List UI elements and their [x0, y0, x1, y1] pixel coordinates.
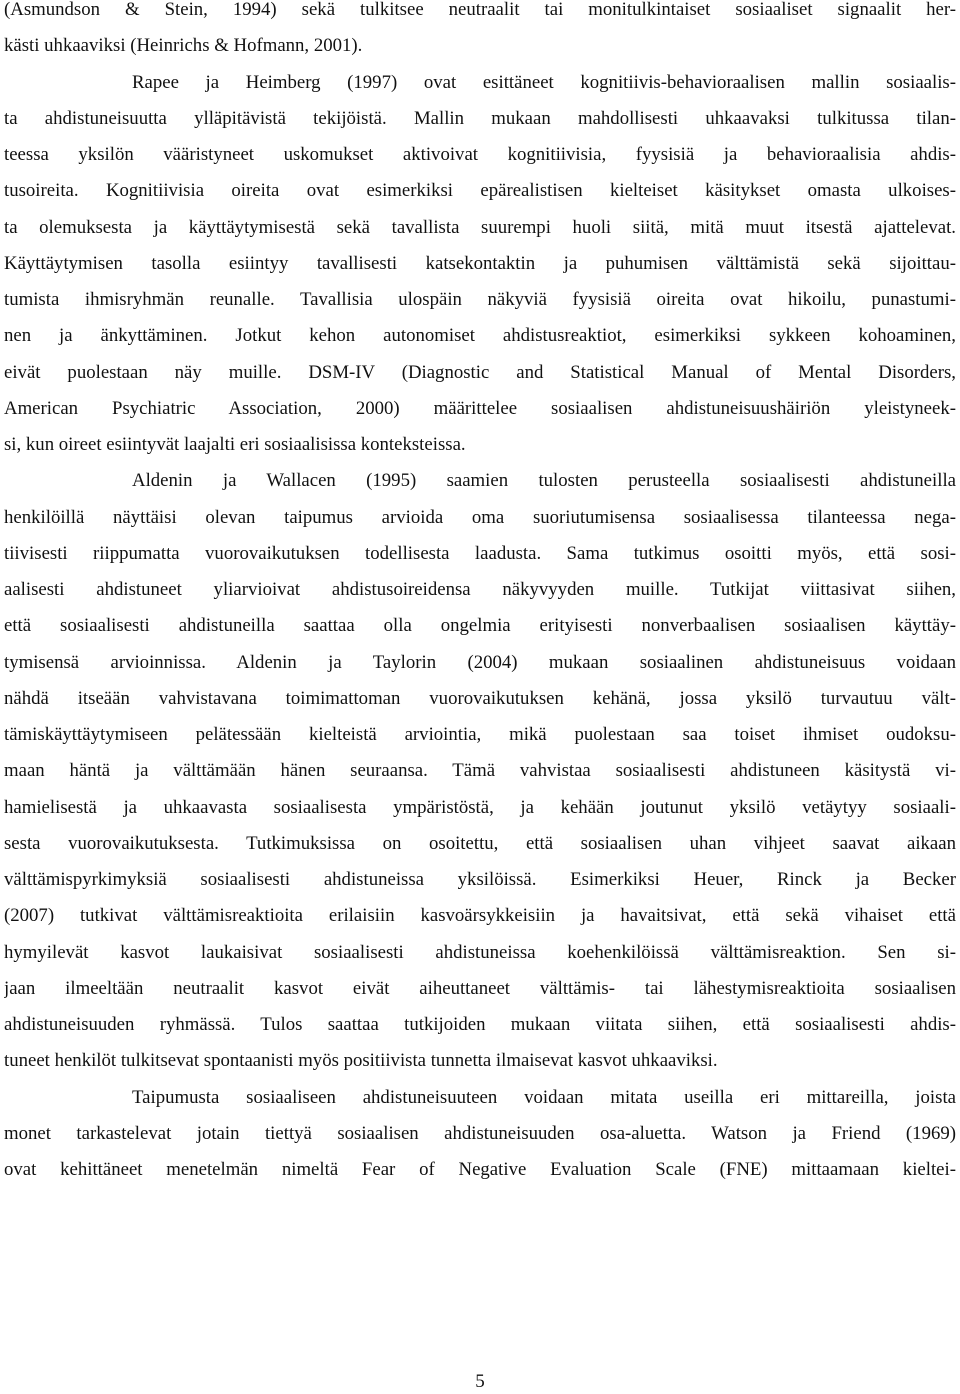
paragraph — [4, 0, 956, 65]
text-line: American Psychiatric Association, 2000) määrittelee sosiaalisen ahdistuneisuushäiriön yleistyneek- — [4, 397, 956, 419]
text-line: hamielisestä ja uhkaavasta sosiaalisesta ympäristöstä, ja kehään joutunut yksilö vetäytyy sosiaali- — [4, 796, 956, 818]
text-line: ahdistuneisuuden ryhmässä. Tulos saattaa tutkijoiden mukaan viitata siihen, että sosiaalisesti ahdis- — [4, 1014, 956, 1035]
text-line: ovat kehittäneet menetelmän nimeltä Fear of Negative Evaluation Scale (FNE) mittaamaan kieltei- — [4, 1159, 956, 1180]
text-line: tumista ihmisryhmän reunalle. Tavallisia ulospäin näkyviä fyysisiä oireita ovat hikoilu, punastumi- — [4, 289, 956, 310]
text-line: maan häntä ja välttämään hänen seuraansa. Tämä vahvistaa sosiaalisesti ahdistuneen käsitystä vi- — [4, 760, 956, 782]
text-line: Käyttäytymisen tasolla esiintyy tavallisesti katsekontaktin ja puhumisen välttämistä sekä sijoittau- — [4, 252, 956, 274]
text-line: tiivisesti riippumatta vuorovaikutuksen todellisesta laadusta. Sama tutkimus osoitti myös, että sosi- — [4, 542, 956, 564]
text-line: teessa yksilön vääristyneet uskomukset aktivoivat kognitiivisia, fyysisiä ja behavioraalisia ahdis- — [4, 144, 956, 165]
text-line: nähdä itseään vahvistavana toimimattoman vuorovaikutuksen kehänä, jossa yksilö turvautuu vält- — [4, 687, 956, 709]
text-line: kästi uhkaaviksi (Heinrichs & Hofmann, 2001). — [4, 35, 363, 57]
text-line: monet tarkastelevat jotain tiettyä sosiaalisen ahdistuneisuuden osa-aluetta. Watson ja Friend (1969) — [4, 1122, 956, 1144]
text-line: että sosiaalisesti ahdistuneilla saattaa olla ongelmia erityisesti nonverbaalisen sosiaalisen käyttäy- — [4, 615, 956, 637]
text-line: Aldenin ja Wallacen (1995) saamien tulosten perusteella sosiaalisesti ahdistuneilla — [132, 470, 956, 492]
body-text — [4, 0, 956, 1188]
text-line: si, kun oireet esiintyvät laajalti eri sosiaalisissa konteksteissa. — [4, 434, 466, 455]
text-line: tämiskäyttäytymiseen pelätessään kielteistä arviointia, mikä puolestaan saa toiset ihmiset oudoksu- — [4, 724, 956, 745]
text-line: (2007) tutkivat välttämisreaktioita erilaisiin kasvoärsykkeisiin ja havaitsivat, että sekä vihaiset että — [4, 905, 956, 927]
text-line: tusoireita. Kognitiivisia oireita ovat esimerkiksi epärealistisen kielteiset käsitykset omasta ulkoises- — [4, 180, 956, 202]
text-line: tuneet henkilöt tulkitsevat spontaanisti myös positiivista tunnetta ilmaisevat kasvot uhkaaviksi. — [4, 1050, 718, 1072]
text-line: aalisesti ahdistuneet yliarvioivat ahdistusoireidensa näkyvyyden muille. Tutkijat viittasivat siihen, — [4, 579, 956, 600]
text-line: tymisensä arvioinnissa. Aldenin ja Taylorin (2004) mukaan sosiaalinen ahdistuneisuus voidaan — [4, 651, 956, 673]
text-line: (Asmundson & Stein, 1994) sekä tulkitsee neutraalit tai monitulkintaiset sosiaaliset signaalit her- — [4, 0, 956, 20]
text-line: henkilöillä näyttäisi olevan taipumus arvioida oma suoriutumisensa sosiaalisessa tilanteessa nega- — [4, 506, 956, 528]
text-line: jaan ilmeeltään neutraalit kasvot eivät aiheuttaneet välttämis- tai lähestymisreaktioita sosiaalisen — [4, 977, 956, 999]
text-line: Taipumusta sosiaaliseen ahdistuneisuuteen voidaan mitata useilla eri mittareilla, joista — [132, 1086, 956, 1108]
page-number: 5 — [475, 1371, 485, 1392]
text-line: sesta vuorovaikutuksesta. Tutkimuksissa on osoitettu, että sosiaalisen uhan vihjeet saavat aikaan — [4, 832, 956, 854]
text-line: ta olemuksesta ja käyttäytymisestä sekä tavallista suurempi huoli siitä, mitä muut itsestä ajattelevat. — [4, 216, 956, 238]
text-line: välttämispyrkimyksiä sosiaalisesti ahdistuneissa yksilöissä. Esimerkiksi Heuer, Rinck ja Becker — [4, 869, 956, 890]
text-line: ta ahdistuneisuutta ylläpitävistä tekijöistä. Mallin mukaan mahdollisesti uhkaavaksi tulkitussa tilan- — [4, 107, 956, 129]
text-line: nen ja änkyttäminen. Jotkut kehon autonomiset ahdistusreaktiot, esimerkiksi sykkeen kohoaminen, — [4, 325, 956, 347]
text-line: eivät puolestaan näy muille. DSM-IV (Diagnostic and Statistical Manual of Mental Disorders, — [4, 361, 956, 383]
text-line: Rapee ja Heimberg (1997) ovat esittäneet kognitiivis-behavioraalisen mallin sosiaalis- — [132, 71, 956, 93]
paragraph — [4, 1080, 956, 1189]
paragraph — [4, 463, 956, 1079]
text-line: hymyilevät kasvot laukaisivat sosiaalisesti ahdistuneissa koehenkilöissä välttämisreaktion. Sen si- — [4, 941, 956, 963]
paragraph — [4, 65, 956, 464]
